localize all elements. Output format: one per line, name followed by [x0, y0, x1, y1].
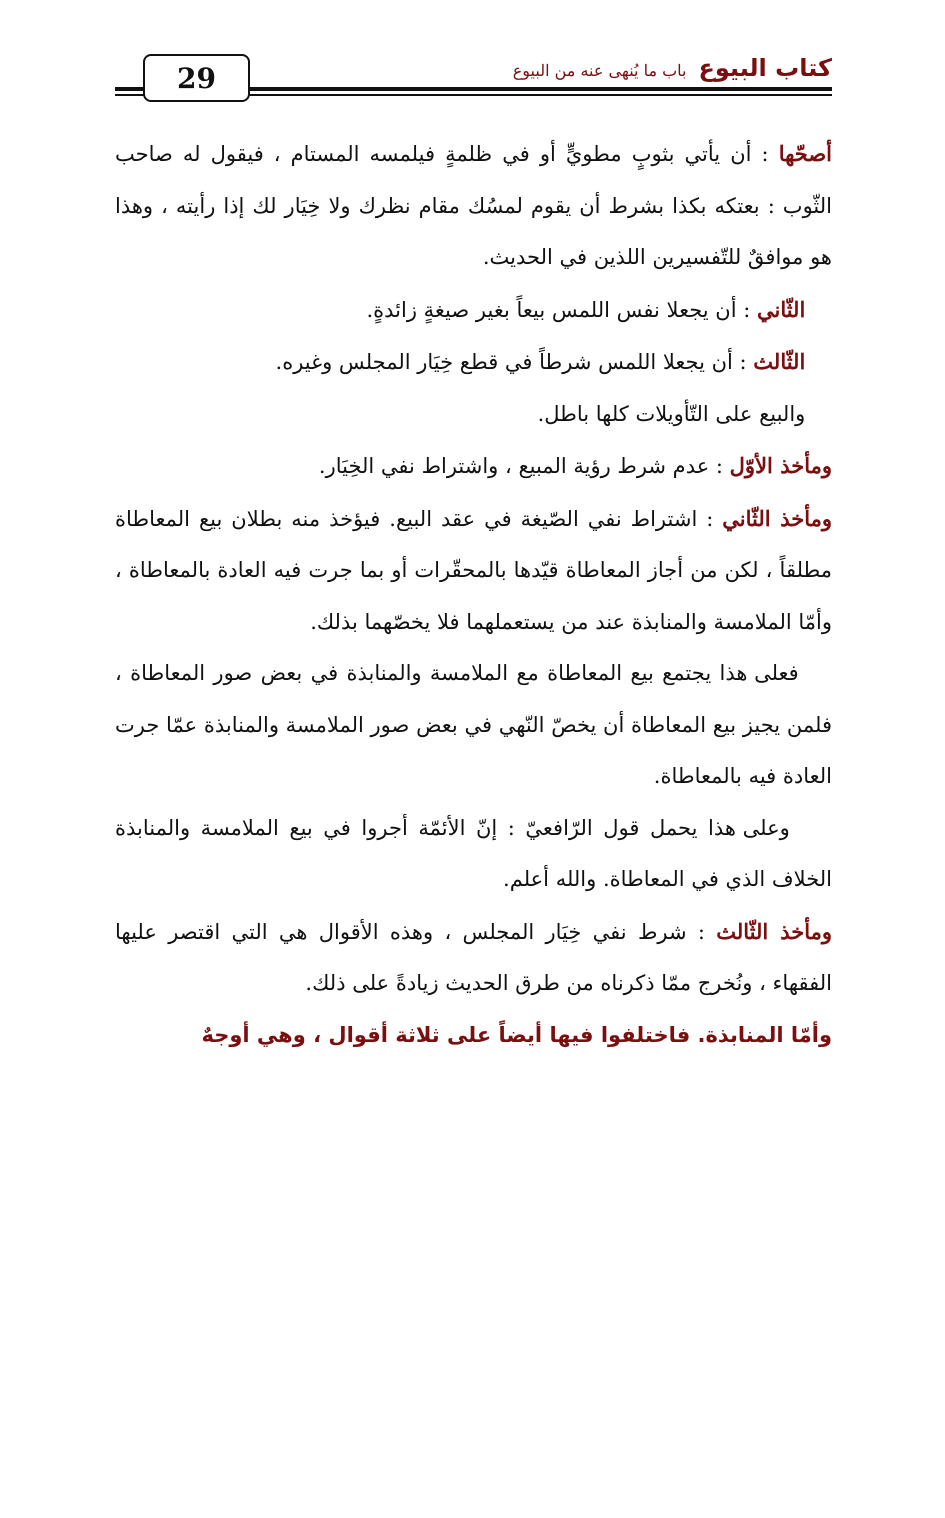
paragraph-text: : أن يأتي بثوبٍ مطويٍّ أو في ظلمةٍ فيلمسه المستام ، فيقول له صاحب الثّوب : بعتكه بكذا بشرط أن يقوم لمسُك مقام نظرك ولا خِيَار لك إذا رأيته ، وهذا هو موافقٌ للتّفسيرين اللذين في الحديث.: [115, 142, 832, 269]
paragraph-4: [115, 389, 832, 441]
paragraph-lead: أصحّها: [778, 141, 832, 166]
header-titles: [513, 54, 832, 82]
paragraph-text: فعلى هذا يجتمع بيع المعاطاة مع الملامسة والمنابذة في بعض صور المعاطاة ، فلمن يجيز بيع المعاطاة أن يخصّ النّهي في بعض صور الملامسة والمنابذة عمّا جرت العادة فيه بالمعاطاة.: [115, 661, 832, 788]
paragraph-7: [115, 648, 832, 803]
page-header: [115, 52, 832, 102]
paragraph-text: : أن يجعلا اللمس شرطاً في قطع خِيَار المجلس وغيره.: [275, 350, 754, 374]
paragraph-text: : عدم شرط رؤية المبيع ، واشتراط نفي الخِيَار.: [318, 454, 730, 478]
paragraph-6: [115, 493, 832, 649]
paragraph-text: وعلى هذا يحمل قول الرّافعيّ : إنّ الأئمّة أجروا في بيع الملامسة والمنابذة الخلاف الذي في المعاطاة. والله أعلم.: [115, 815, 832, 891]
paragraph-lead: ومأخذ الأوّل: [729, 453, 832, 478]
paragraph-2: [115, 284, 832, 337]
paragraph-lead: الثّالث: [753, 349, 806, 374]
final-heading-line: وأمّا المنابذة. فاختلفوا فيها أيضاً على ثلاثة أقوال ، وهي أوجهٌ: [201, 1022, 832, 1047]
paragraph-text: : شرط نفي خِيَار المجلس ، وهذه الأقوال هي التي اقتصر عليها الفقهاء ، ونُخرج ممّا ذكرناه من طرق الحديث زيادةً على ذلك.: [115, 919, 832, 995]
paragraph-text: : اشتراط نفي الصّيغة في عقد البيع. فيؤخذ منه بطلان بيع المعاطاة مطلقاً ، لكن من أجاز المعاطاة قيّدها بالمحقّرات أو بما جرت فيه العادة بالمعاطاة ، وأمّا الملامسة والمنابذة عند من يستعملهما فلا يخصّهما بذلك.: [115, 506, 832, 634]
paragraph-8: [115, 803, 832, 906]
page-body: [115, 128, 832, 1061]
paragraph-lead: ومأخذ الثّالث: [716, 918, 832, 944]
paragraph-1: [115, 128, 832, 284]
paragraph-5: [115, 440, 832, 493]
book-title: كتاب البيوع: [698, 54, 832, 82]
paragraph-9: [115, 906, 832, 1010]
paragraph-text: والبيع على التّأويلات كلها باطل.: [537, 401, 806, 426]
chapter-title: باب ما يُنهى عنه من البيوع: [512, 61, 687, 80]
paragraph-lead: ومأخذ الثّاني: [722, 505, 833, 531]
paragraph-text: : أن يجعلا نفس اللمس بيعاً بغير صيغةٍ زائدةٍ.: [366, 297, 757, 322]
page-number: 29: [143, 54, 250, 102]
paragraph-lead: الثّاني: [756, 296, 806, 322]
paragraph-3: [115, 336, 832, 389]
